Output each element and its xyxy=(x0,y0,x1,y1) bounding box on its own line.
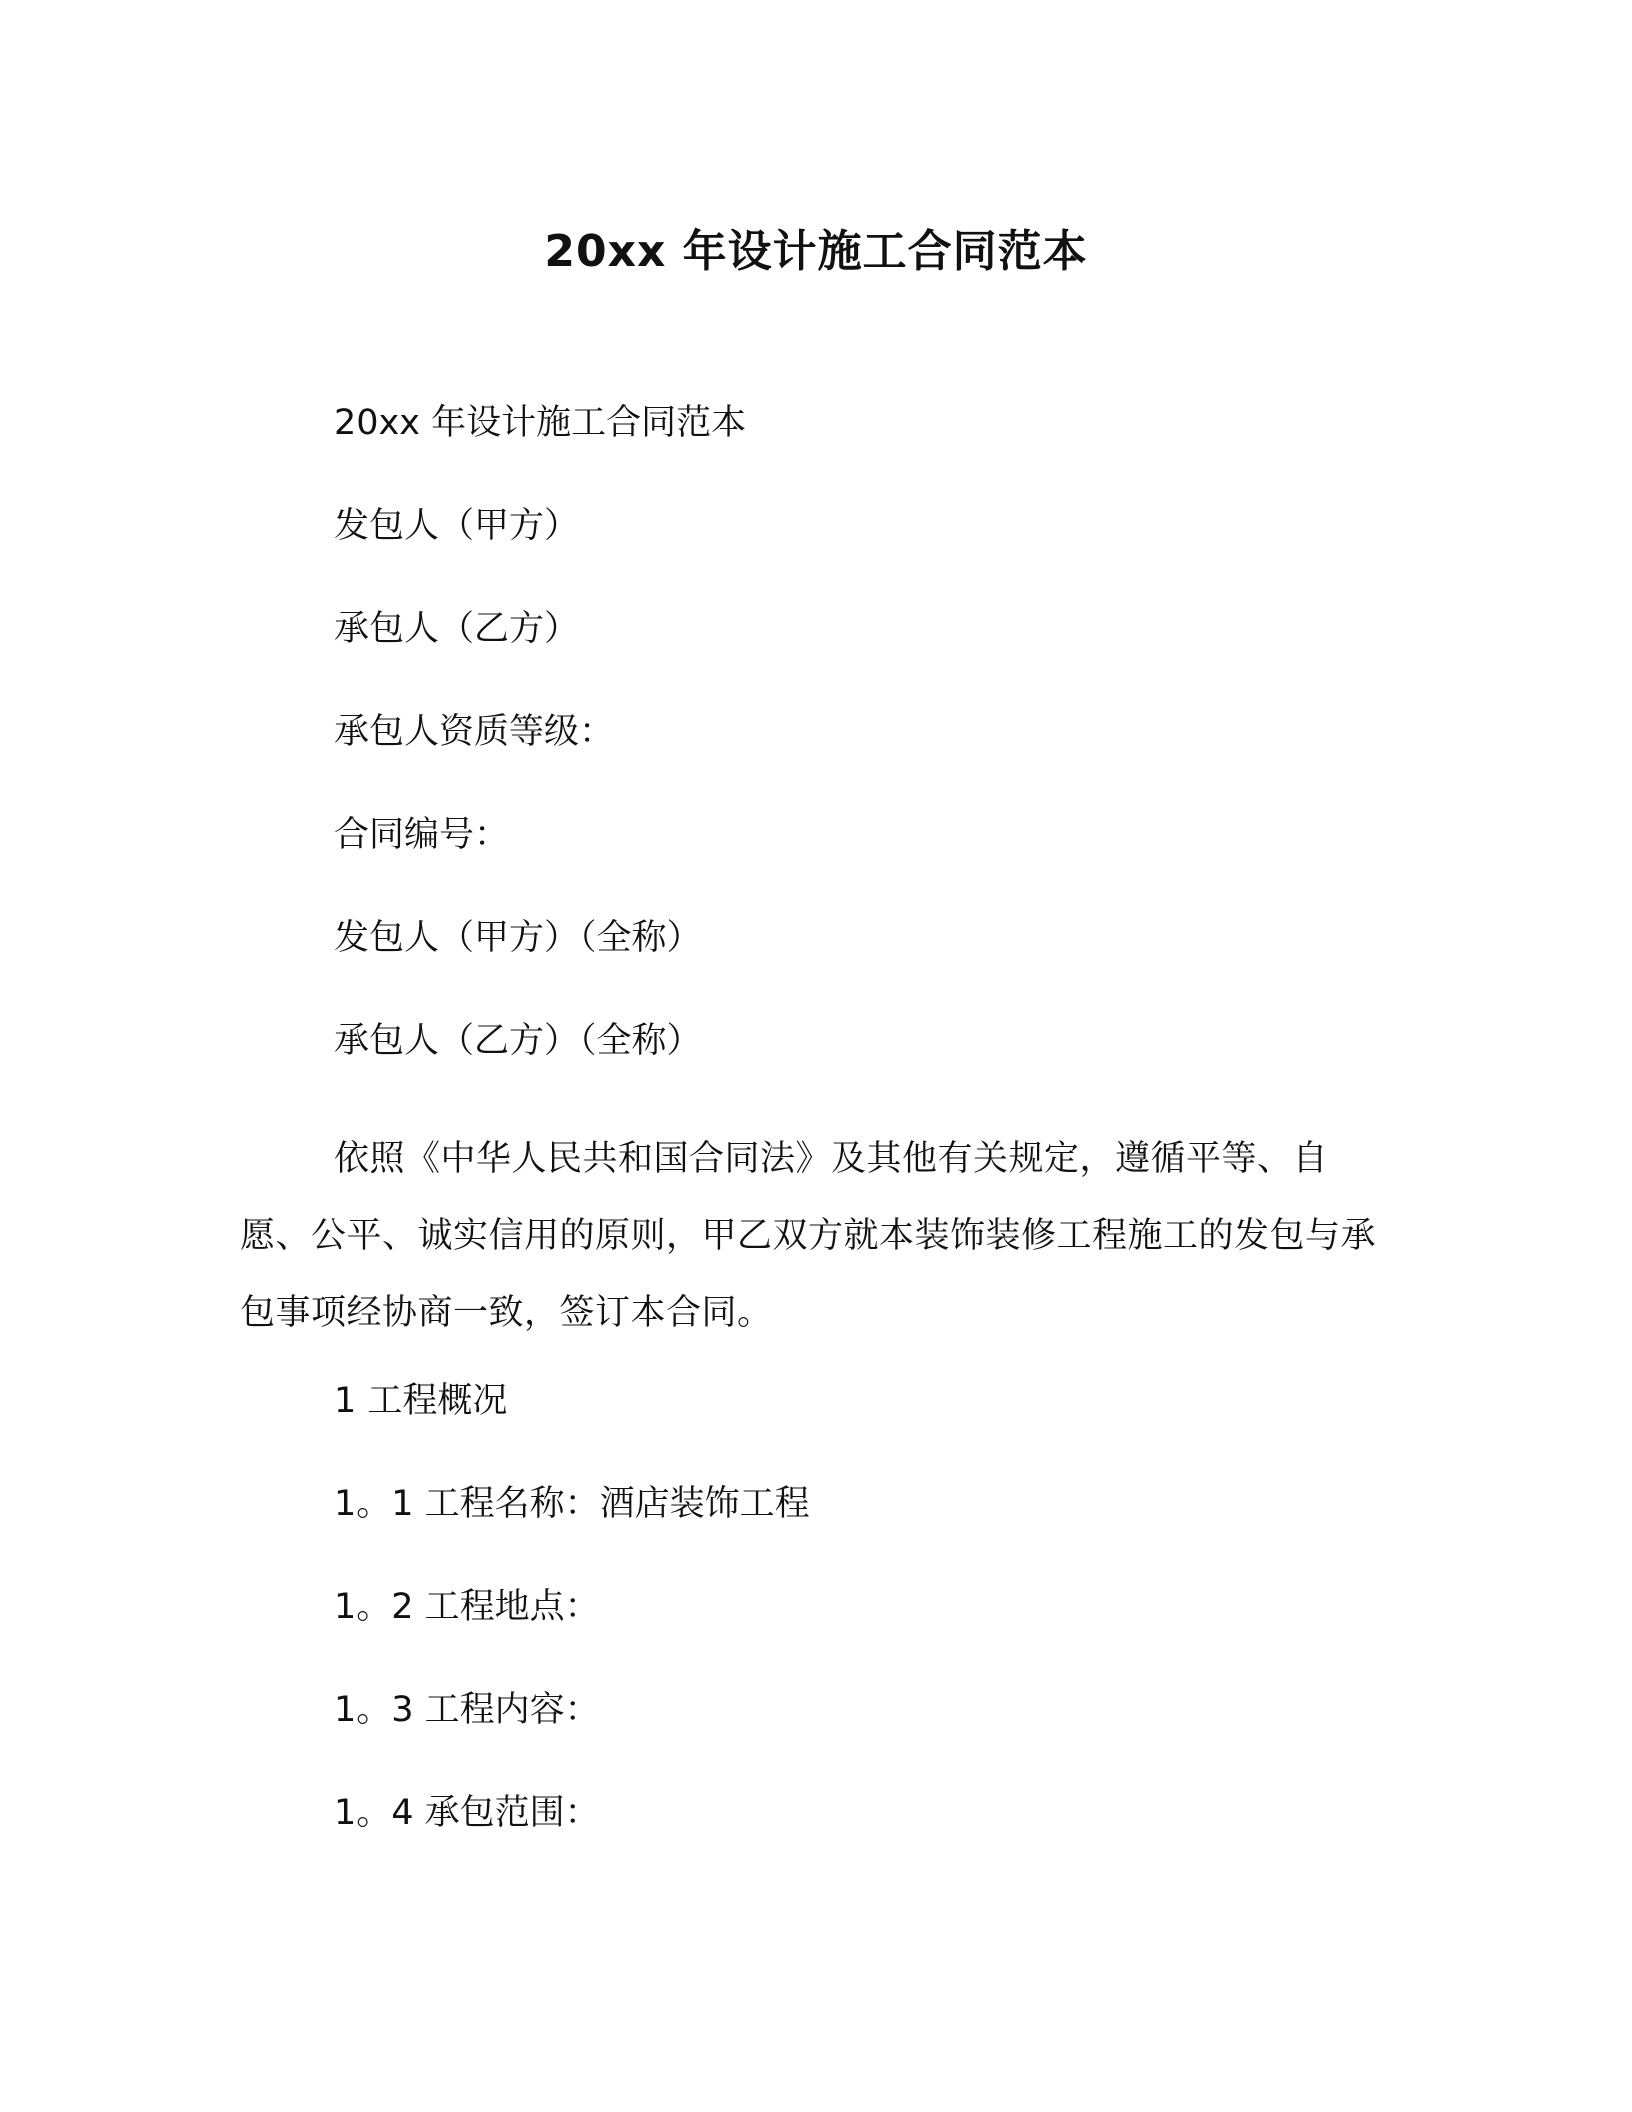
party-b-fullname-line: 承包人（乙方）（全称） xyxy=(334,1021,702,1061)
qualification-line: 承包人资质等级： xyxy=(334,712,615,752)
list-item: 1。3 工程内容： xyxy=(334,1690,600,1730)
party-a-line: 发包人（甲方） xyxy=(334,506,580,546)
section-title: 1 工程概况 xyxy=(334,1381,508,1421)
list-item: 1。1 工程名称：酒店装饰工程 xyxy=(334,1484,810,1524)
document-title: 20xx 年设计施工合同范本 xyxy=(544,226,1088,277)
list-item: 1。2 工程地点： xyxy=(334,1587,600,1627)
preamble-paragraph: 依照《中华人民共和国合同法》及其他有关规定，遵循平等、自愿、公平、诚实信用的原则，甲乙双方就本装饰装修工程施工的发包与承包事项经协商一致，签订本合同。 xyxy=(240,1139,1377,1333)
list-item: 1。4 承包范围： xyxy=(334,1793,600,1833)
party-a-fullname-line: 发包人（甲方）（全称） xyxy=(334,918,702,958)
subtitle-line: 20xx 年设计施工合同范本 xyxy=(334,403,747,443)
party-b-line: 承包人（乙方） xyxy=(334,609,580,649)
contract-number-line: 合同编号： xyxy=(334,815,510,855)
